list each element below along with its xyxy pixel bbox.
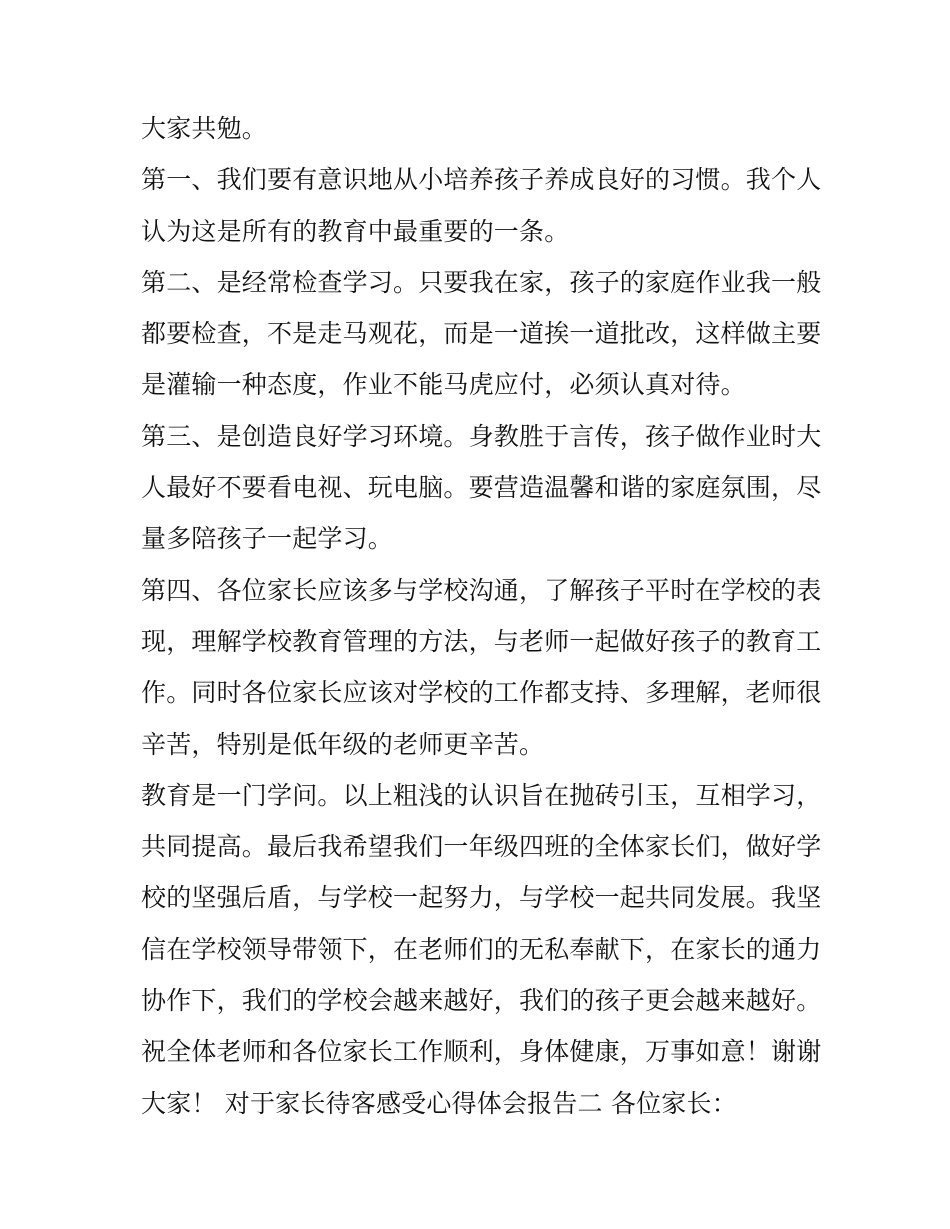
text-line: 协作下，我们的学校会越来越好，我们的孩子更会越来越好。 <box>141 986 822 1016</box>
text-line: 第三、是创造良好学习环境。身教胜于言传，孩子做作业时大 <box>141 421 822 451</box>
text-line: 认为这是所有的教育中最重要的一条。 <box>141 216 570 246</box>
text-line: 第一、我们要有意识地从小培养孩子养成良好的习惯。我个人 <box>141 165 822 195</box>
text-line: 校的坚强后盾，与学校一起努力，与学校一起共同发展。我坚 <box>141 883 822 913</box>
text-line: 第二、是经常检查学习。只要我在家，孩子的家庭作业我一般 <box>141 267 822 297</box>
text-line: 大家共勉。 <box>141 114 268 143</box>
text-line: 人最好不要看电视、玩电脑。要营造温馨和谐的家庭氛围，尽 <box>141 473 822 503</box>
text-line: 量多陪孩子一起学习。 <box>141 524 394 554</box>
document-body <box>141 108 841 1134</box>
text-line: 信在学校领导带领下，在老师们的无私奉献下，在家长的通力 <box>141 934 822 964</box>
text-line: 共同提高。最后我希望我们一年级四班的全体家长们，做好学 <box>141 832 822 862</box>
text-line: 大家！ 对于家长待客感受心得体会报告二 各位家长： <box>141 1088 737 1118</box>
text-line: 第四、各位家长应该多与学校沟通，了解孩子平时在学校的表 <box>141 575 822 605</box>
text-line: 作。同时各位家长应该对学校的工作都支持、多理解，老师很 <box>141 678 822 708</box>
text-line: 是灌输一种态度，作业不能马虎应付，必须认真对待。 <box>141 370 746 400</box>
text-line: 现，理解学校教育管理的方法，与老师一起做好孩子的教育工 <box>141 626 822 656</box>
text-line: 辛苦，特别是低年级的老师更辛苦。 <box>141 729 545 759</box>
text-line: 教育是一门学问。以上粗浅的认识旨在抛砖引玉，互相学习， <box>141 780 822 810</box>
text-line: 祝全体老师和各位家长工作顺利，身体健康，万事如意！谢谢 <box>141 1037 822 1067</box>
text-line: 都要检查，不是走马观花，而是一道挨一道批改，这样做主要 <box>141 319 822 349</box>
